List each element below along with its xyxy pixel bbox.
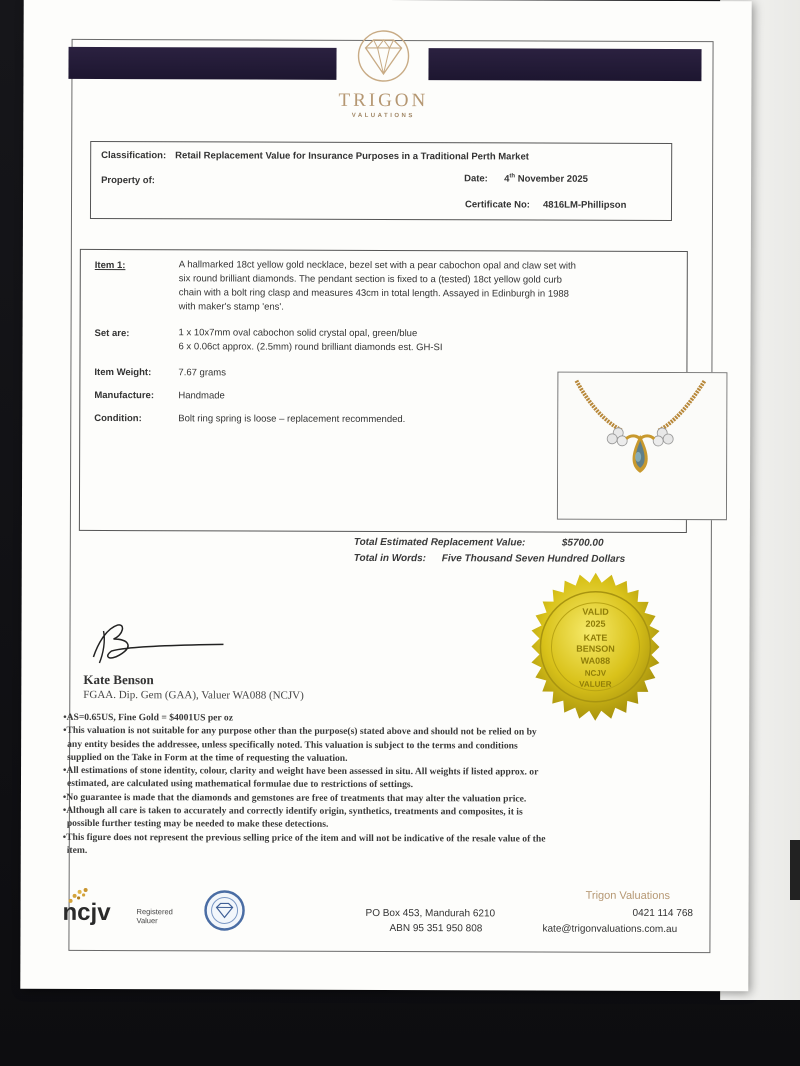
seal-line: WA088	[580, 655, 611, 666]
item-photo	[557, 372, 728, 521]
note-line: estimated, are calculated using mathematical formulae due to restrictions of settings.	[66, 778, 414, 791]
necklace-image	[558, 373, 727, 520]
header-details-box	[90, 141, 672, 221]
date-suffix: th	[509, 173, 516, 180]
set-line: 1 x 10x7mm oval cabochon solid crystal opal, green/blue	[178, 327, 418, 340]
set-details	[178, 326, 442, 355]
description-line: chain with a bolt ring clasp and measures 43cm in total length. Assayed in Edinburgh in 1988	[178, 287, 569, 300]
seal-line: 2025	[585, 618, 606, 629]
date-value	[504, 173, 588, 184]
brand-name: TRIGON	[338, 89, 429, 112]
note-line: •All estimations of stone identity, colour, clarity and weight have been assessed in situ. All weights if listed approx. or	[63, 765, 539, 778]
gold-seal-icon	[519, 570, 672, 723]
certificate-label: Certificate No:	[464, 199, 530, 211]
classification-label: Classification:	[101, 150, 167, 162]
valuer-name: Kate Benson	[83, 671, 154, 688]
set-label: Set are:	[94, 327, 130, 340]
item-description	[179, 258, 576, 315]
weight-value: 7.67 grams	[178, 367, 226, 379]
seal-line: VALID	[582, 606, 609, 617]
item-details-box	[79, 249, 688, 533]
gemmology-badge-icon	[203, 889, 245, 931]
seal-line: BENSON	[576, 643, 615, 654]
set-line: 6 x 0.06ct approx. (2.5mm) round brilliant diamonds est. GH-SI	[178, 341, 443, 354]
ncjv-text: ncjv	[62, 898, 111, 927]
total-value-label: Total Estimated Replacement Value:	[353, 536, 526, 549]
certificate-number: 4816LM-Phillipson	[542, 199, 627, 211]
footer-email[interactable]: kate@trigonvaluations.com.au	[542, 923, 678, 936]
total-value-amount: $5700.00	[561, 537, 604, 549]
note-line: •This figure does not represent the previous selling price of the item and will not be indicative of the resale value of the	[62, 831, 546, 845]
item-label: Item 1:	[94, 259, 126, 272]
diamond-logo-icon	[339, 30, 427, 90]
weight-label: Item Weight:	[94, 366, 152, 379]
description-line: six round brilliant diamonds. The pendant section is fixed to a (tested) 18ct yellow gold curb	[178, 273, 562, 286]
manufacture-value: Handmade	[178, 390, 225, 402]
total-words-value: Five Thousand Seven Hundred Dollars	[441, 553, 626, 565]
note-line: •AS=0.65US, Fine Gold = $4001US per oz	[63, 711, 234, 724]
seal-line: VALUER	[579, 679, 612, 689]
date-month-year: November 2025	[517, 173, 588, 185]
date-day: 4	[504, 173, 510, 185]
ncjv-logo	[60, 887, 190, 931]
seal-line: NCJV	[584, 668, 607, 678]
header-banner-left	[68, 47, 336, 80]
description-line: A hallmarked 18ct yellow gold necklace, bezel set with a pear cabochon opal and claw set with	[178, 259, 576, 272]
date-label: Date:	[464, 173, 488, 185]
header-banner-right	[428, 48, 701, 81]
folder-clip	[790, 840, 800, 900]
total-words-label: Total in Words:	[353, 552, 427, 565]
note-line: supplied on the Take in Form at the time of requesting the valuation.	[67, 751, 348, 764]
note-line: item.	[66, 844, 88, 856]
ncjv-valuer: Valuer	[136, 916, 158, 926]
brand-subtitle: VALUATIONS	[351, 112, 415, 120]
ncjv-registered: Registered	[136, 907, 173, 917]
classification-value: Retail Replacement Value for Insurance Purposes in a Traditional Perth Market	[175, 150, 529, 163]
seal-line: KATE	[583, 632, 608, 643]
note-line: •Although all care is taken to accurately and correctly identify origin, synthetics, treatments and composites, it is	[62, 804, 523, 818]
footer-address: PO Box 453, Mandurah 6210	[365, 907, 496, 920]
footer-company: Trigon Valuations	[585, 889, 671, 902]
footer-abn: ABN 95 351 950 808	[389, 923, 483, 935]
valuer-credentials: FGAA. Dip. Gem (GAA), Valuer WA088 (NCJV)	[83, 688, 304, 702]
condition-value: Bolt ring spring is loose – replacement recommended.	[178, 413, 406, 426]
valuation-certificate	[20, 0, 751, 991]
footer-phone: 0421 114 768	[632, 907, 693, 920]
signature-icon	[83, 617, 233, 673]
note-line: •This valuation is not suitable for any purpose other than the purpose(s) stated above and should not be relied on by	[63, 725, 537, 738]
manufacture-label: Manufacture:	[94, 389, 155, 402]
condition-label: Condition:	[94, 412, 142, 425]
property-label: Property of:	[101, 175, 155, 187]
note-line: possible further testing may be needed to make these detections.	[66, 818, 329, 831]
note-line: •No guarantee is made that the diamonds and gemstones are free of treatments that may alter the valuation price.	[62, 791, 527, 805]
note-line: any entity besides the addressee, unless specifically noted. This valuation is subject to the terms and conditions	[67, 738, 518, 752]
valuation-notes	[63, 711, 704, 859]
description-line: with maker's stamp 'ens'.	[178, 301, 284, 313]
